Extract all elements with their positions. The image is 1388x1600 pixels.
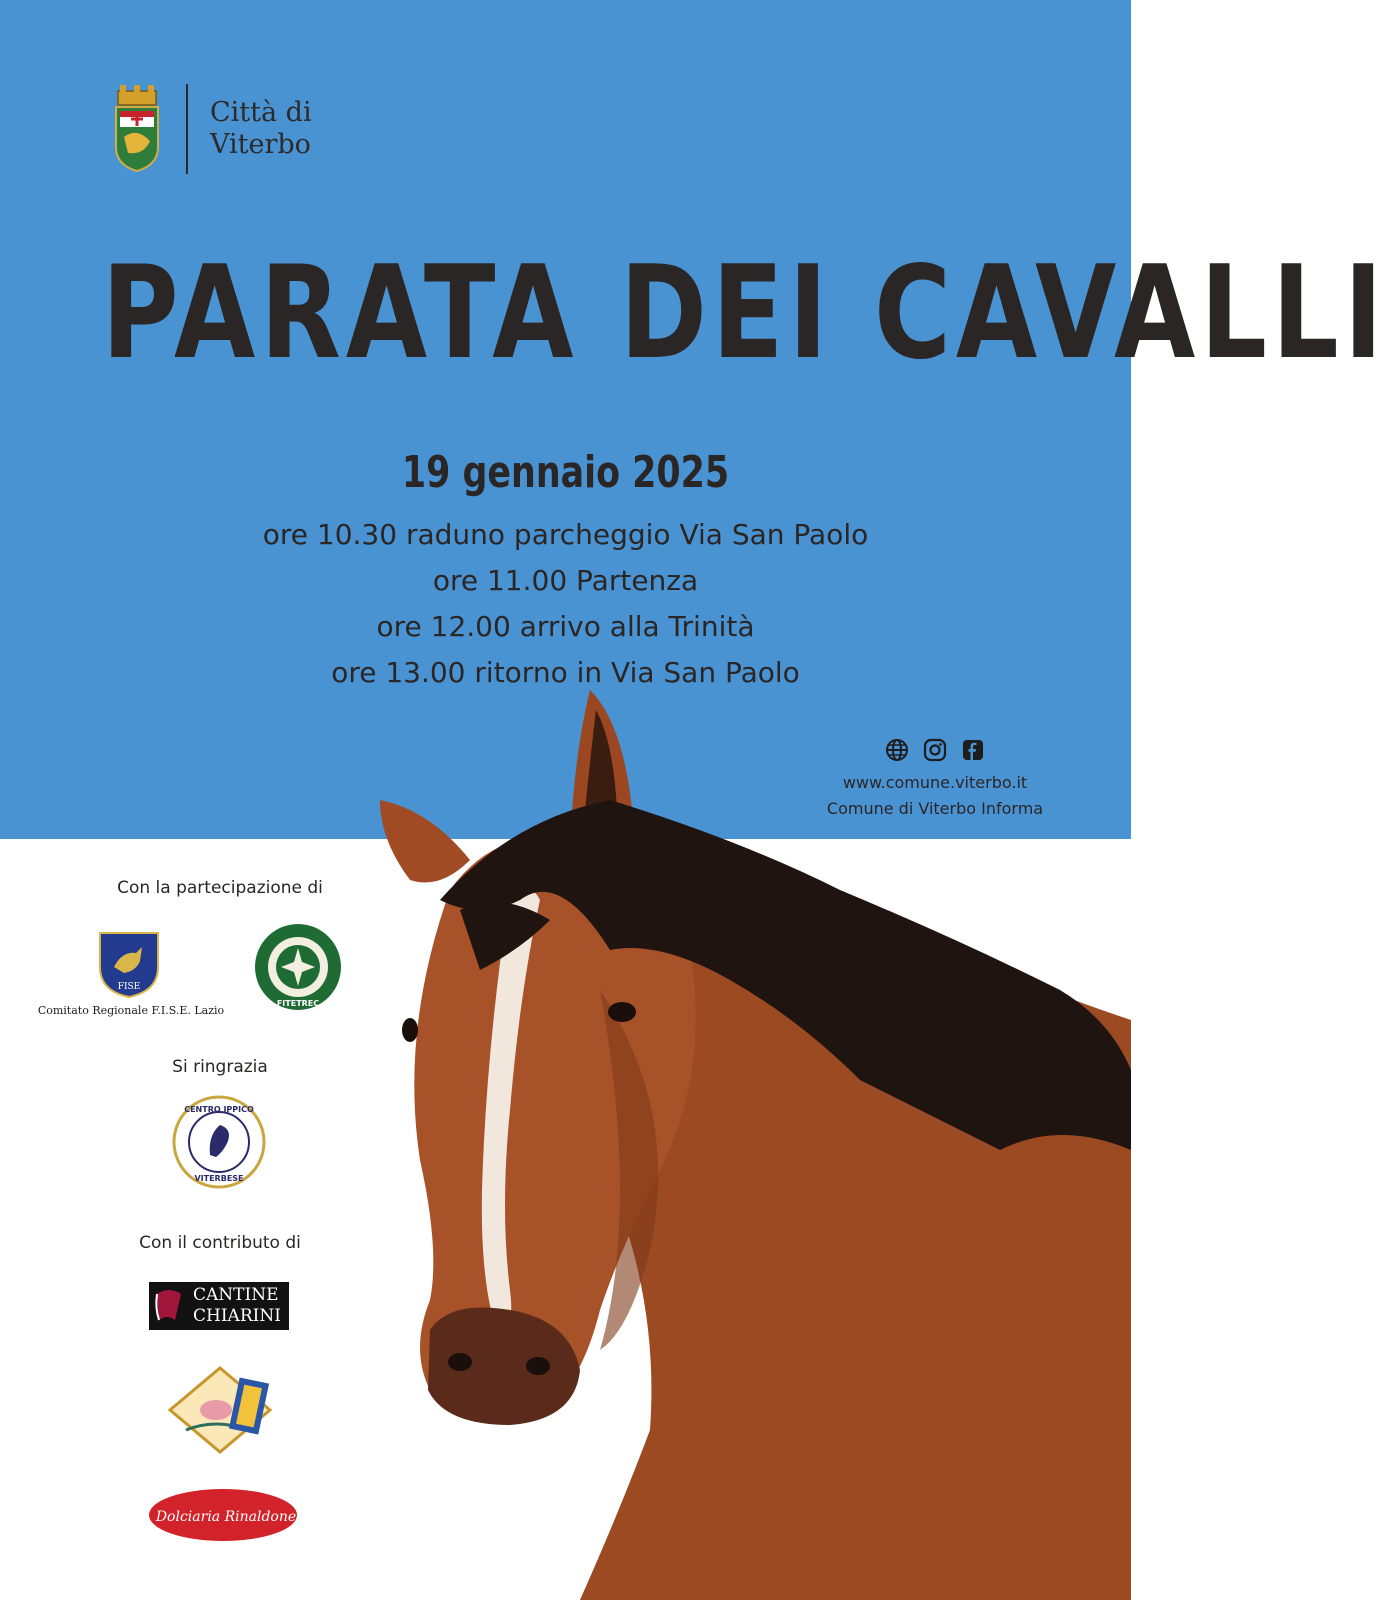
fitetrec-badge-text: FITETREC — [276, 999, 320, 1008]
centro-ippico-top-text: CENTRO IPPICO — [184, 1105, 254, 1114]
fise-caption: Comitato Regionale F.I.S.E. Lazio — [37, 1004, 225, 1017]
schedule-item: ore 12.00 arrivo alla Trinità — [376, 610, 755, 643]
dolciaria-text: Dolciaria Rinaldone — [155, 1509, 297, 1525]
schedule-item: ore 10.30 raduno parcheggio Via San Paolo — [262, 518, 869, 551]
thanks-label: Si ringrazia — [172, 1057, 268, 1077]
centro-ippico-bottom-text: VITERBESE — [194, 1174, 244, 1183]
contribution-label: Con il contributo di — [139, 1233, 301, 1253]
contacts-block — [820, 738, 1050, 822]
cantine-line-1: CANTINE — [193, 1285, 279, 1305]
city-line-2: Viterbo — [210, 129, 311, 160]
facebook-icon[interactable] — [961, 738, 985, 762]
event-date: 19 gennaio 2025 — [401, 447, 730, 498]
city-name — [210, 97, 312, 161]
facebook-page-label: Comune di Viterbo Informa — [826, 799, 1044, 818]
fitetrec-logo — [253, 922, 343, 1012]
viterbo-crest-icon — [112, 85, 162, 173]
dolciaria-rinaldone-logo — [148, 1488, 298, 1542]
schedule-item: ore 13.00 ritorno in Via San Paolo — [331, 656, 800, 689]
city-header — [112, 84, 312, 174]
wine-flag-icon — [151, 1282, 185, 1330]
centro-ippico-logo — [172, 1095, 266, 1189]
event-schedule — [0, 512, 1131, 696]
event-title: PARATA DEI CAVALLI — [101, 239, 1388, 388]
participation-label: Con la partecipazione di — [117, 878, 323, 898]
header-divider — [186, 84, 188, 174]
cantine-chiarini-logo — [149, 1282, 289, 1330]
social-icons — [820, 738, 1050, 762]
instagram-icon[interactable] — [923, 738, 947, 762]
globe-icon[interactable] — [885, 738, 909, 762]
fise-badge-text: FISE — [117, 982, 141, 992]
cantine-line-2: CHIARINI — [193, 1306, 281, 1326]
schedule-item: ore 11.00 Partenza — [432, 564, 699, 597]
website-link[interactable]: www.comune.viterbo.it — [842, 773, 1028, 792]
horse-illustration — [360, 690, 1131, 1600]
city-line-1: Città di — [210, 97, 312, 128]
macelleria-logo — [166, 1366, 274, 1454]
fise-logo — [96, 927, 162, 999]
